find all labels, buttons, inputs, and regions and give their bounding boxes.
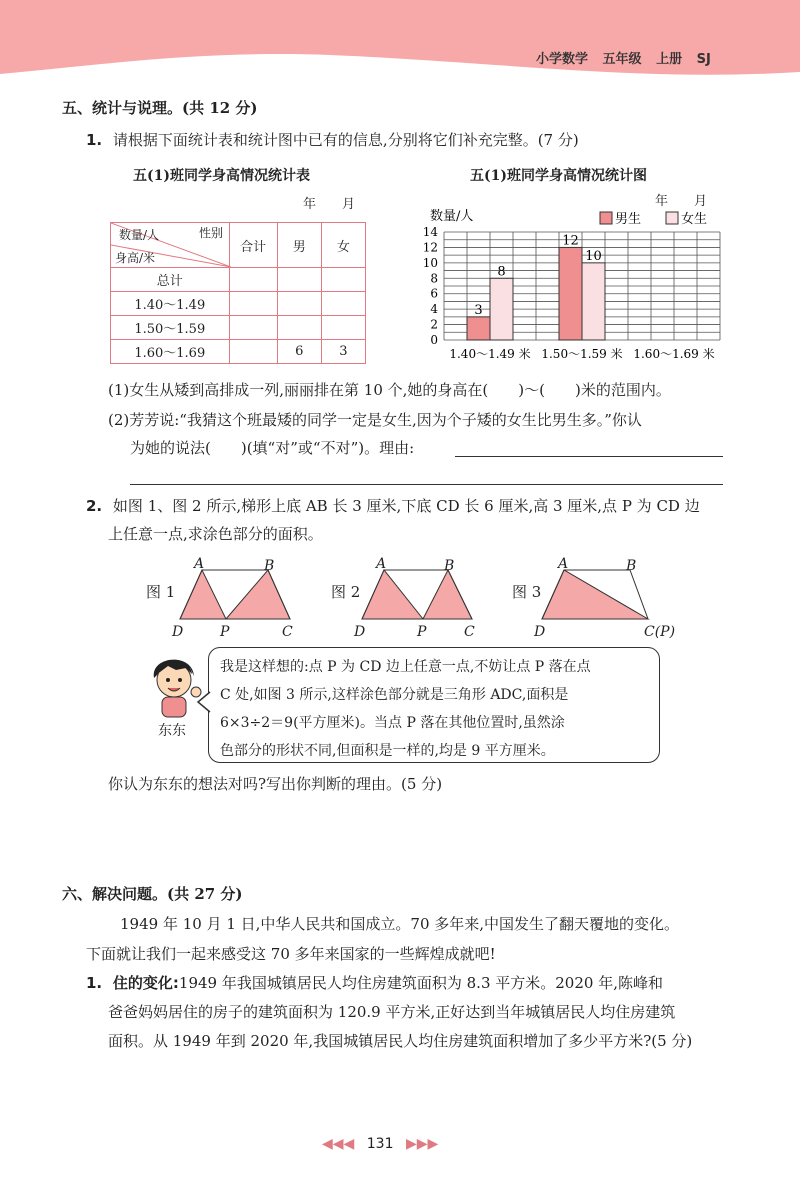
page-number: 131	[366, 1136, 394, 1152]
q2-text-a: 如图 1、图 2 所示,梯形上底 AB 长 3 厘米,下底 CD 长 6 厘米,高 3 厘米,点 P 为 CD 边	[112, 497, 700, 515]
section6-intro-b: 下面就让我们一起来感受这 70 多年来国家的一些辉煌成就吧!	[86, 945, 496, 963]
speech-bubble-tail	[196, 690, 212, 714]
s6-q1-text-a: 1949 年我国城镇居民人均住房建筑面积为 8.3 平方米。2020 年,陈峰和	[178, 974, 663, 992]
q1-text: 请根据下面统计表和统计图中已有的信息,分别将它们补充完整。(7 分)	[112, 131, 579, 149]
cell-female: 3	[321, 340, 365, 364]
chart-title: 五(1)班同学身高情况统计图	[470, 168, 647, 184]
x-tick-label: 1.40～1.49 米	[449, 347, 531, 361]
y-tick-label: 6	[430, 286, 438, 301]
table-row	[111, 292, 366, 316]
col-total-header: 合计	[229, 223, 277, 268]
cell-female	[321, 268, 365, 292]
fig1-label-a: A	[194, 556, 205, 572]
fig2-label-d: D	[354, 624, 366, 640]
q1-sub1: (1)女生从矮到高排成一列,丽丽排在第 10 个,她的身高在( )～( )米的范围内。	[108, 381, 671, 399]
chart-year-month: 年 月	[655, 194, 708, 209]
q1-number: 1.	[86, 131, 103, 149]
fig3-label-b: B	[626, 558, 637, 574]
bar	[467, 317, 490, 340]
chart-ylabel: 数量/人	[430, 209, 474, 224]
col-female-header: 女	[321, 223, 365, 268]
header-info	[536, 48, 711, 67]
fig1-label-b: B	[264, 558, 275, 574]
y-tick-label: 4	[430, 302, 438, 317]
fig1-label-c: C	[282, 624, 293, 640]
fig3-caption: 图 3	[512, 583, 542, 601]
y-tick-label: 2	[430, 317, 438, 332]
bubble-line: 6×3÷2＝9(平方厘米)。当点 P 落在其他位置时,虽然涂	[220, 715, 565, 731]
trapezoid-figures	[140, 552, 760, 642]
corner-gender: 性别	[199, 226, 224, 240]
section5-title: 五、统计与说理。(共 12 分)	[62, 99, 258, 117]
table-row	[111, 268, 366, 292]
q1-sub2-line1: (2)芳芳说:“我猜这个班最矮的同学一定是女生,因为个子矮的女生比男生多。”你认	[108, 411, 642, 429]
fig2-label-p: P	[417, 624, 427, 640]
y-tick-label: 12	[422, 240, 438, 255]
header-edition: SJ	[696, 52, 711, 67]
row-label: 1.40～1.49	[111, 292, 230, 316]
section6-intro-a: 1949 年 10 月 1 日,中华人民共和国成立。70 多年来,中国发生了翻天覆地的变化。	[120, 915, 680, 933]
bubble-line: 色部分的形状不同,但面积是一样的,均是 9 平方厘米。	[220, 743, 555, 759]
cell-female	[321, 292, 365, 316]
y-tick-label: 10	[422, 255, 438, 270]
page-footer	[322, 1136, 438, 1152]
table-corner-cell	[111, 223, 230, 268]
q2-ask: 你认为东东的想法对吗?写出你判断的理由。(5 分)	[108, 775, 443, 793]
y-tick-label: 14	[422, 225, 438, 239]
bar-value-label: 12	[562, 233, 579, 249]
q1-sub2-line2: 为她的说法( )(填“对”或“不对”)。理由:	[130, 439, 415, 457]
bar	[559, 247, 582, 340]
q2-number: 2.	[86, 497, 103, 515]
cell-male	[277, 292, 321, 316]
corner-qty: 数量/人	[119, 228, 160, 242]
q2-text-b: 上任意一点,求涂色部分的面积。	[108, 525, 323, 543]
bubble-line: C 处,如图 3 所示,这样涂色部分就是三角形 ADC,面积是	[220, 687, 569, 703]
left-arrows-icon: ◀◀◀	[322, 1136, 355, 1152]
q1-line	[86, 130, 579, 150]
bar-chart	[410, 200, 740, 370]
header-grade: 五年级	[602, 52, 642, 67]
speech-bubble-text	[220, 653, 591, 765]
table-row	[111, 316, 366, 340]
table-row	[111, 340, 366, 364]
y-tick-label: 8	[430, 271, 438, 286]
cell-male: 6	[277, 340, 321, 364]
character-name: 东东	[158, 723, 186, 739]
fig3-label-a: A	[558, 556, 569, 572]
bar	[582, 263, 605, 340]
header-band	[0, 0, 800, 80]
right-arrows-icon: ▶▶▶	[405, 1136, 439, 1152]
legend-female-swatch	[666, 212, 678, 224]
cell-male	[277, 268, 321, 292]
figure-3	[533, 556, 675, 640]
x-tick-label: 1.60～1.69 米	[633, 347, 715, 361]
bar-value-label: 8	[497, 264, 506, 280]
figure-2	[353, 556, 475, 640]
fig3-label-cp: C(P)	[644, 624, 676, 640]
answer-line	[455, 456, 723, 457]
legend-female-label: 女生	[681, 212, 708, 227]
row-label: 1.50～1.59	[111, 316, 230, 340]
bar-value-label: 3	[474, 302, 483, 318]
legend-male-swatch	[600, 212, 612, 224]
fig2-label-c: C	[464, 624, 475, 640]
header-volume: 上册	[656, 52, 683, 67]
bar-value-label: 10	[585, 248, 602, 264]
table-title: 五(1)班同学身高情况统计表	[133, 168, 310, 184]
legend-male-label: 男生	[615, 212, 642, 227]
fig2-label-a: A	[376, 556, 387, 572]
cell-male	[277, 316, 321, 340]
col-male-header: 男	[277, 223, 321, 268]
s6-q1-number: 1.	[86, 974, 103, 992]
fig3-label-d: D	[534, 624, 546, 640]
cell-total	[229, 268, 277, 292]
s6-q1-text-b: 爸爸妈妈居住的房子的建筑面积为 120.9 平方米,正好达到当年城镇居民人均住房建筑	[108, 1003, 676, 1021]
figure-1	[171, 556, 293, 640]
header-subject: 小学数学	[536, 52, 589, 67]
row-label: 总计	[111, 268, 230, 292]
s6-q1-text-c: 面积。从 1949 年到 2020 年,我国城镇居民人均住房建筑面积增加了多少平方米?(5 分)	[108, 1032, 693, 1050]
fig1-label-d: D	[172, 624, 184, 640]
cell-female	[321, 316, 365, 340]
table-year-month: 年 月	[303, 197, 356, 212]
fig2-label-b: B	[444, 558, 455, 574]
bubble-line: 我是这样想的:点 P 为 CD 边上任意一点,不妨让点 P 落在点	[220, 659, 591, 675]
fig1-label-p: P	[220, 624, 230, 640]
section6-title: 六、解决问题。(共 27 分)	[62, 885, 243, 903]
cell-total	[229, 340, 277, 364]
q2-line1	[86, 496, 700, 516]
cell-total	[229, 292, 277, 316]
cell-total	[229, 316, 277, 340]
bar	[490, 278, 513, 340]
fig1-caption: 图 1	[146, 583, 176, 601]
answer-line	[130, 484, 723, 485]
s6-q1-line1	[86, 973, 663, 993]
corner-height: 身高/米	[115, 251, 156, 265]
stat-table	[110, 222, 366, 364]
row-label: 1.60～1.69	[111, 340, 230, 364]
s6-q1-label: 住的变化:	[112, 974, 179, 992]
x-tick-label: 1.50～1.59 米	[541, 347, 623, 361]
y-tick-label: 0	[430, 333, 438, 347]
fig2-caption: 图 2	[331, 583, 361, 601]
